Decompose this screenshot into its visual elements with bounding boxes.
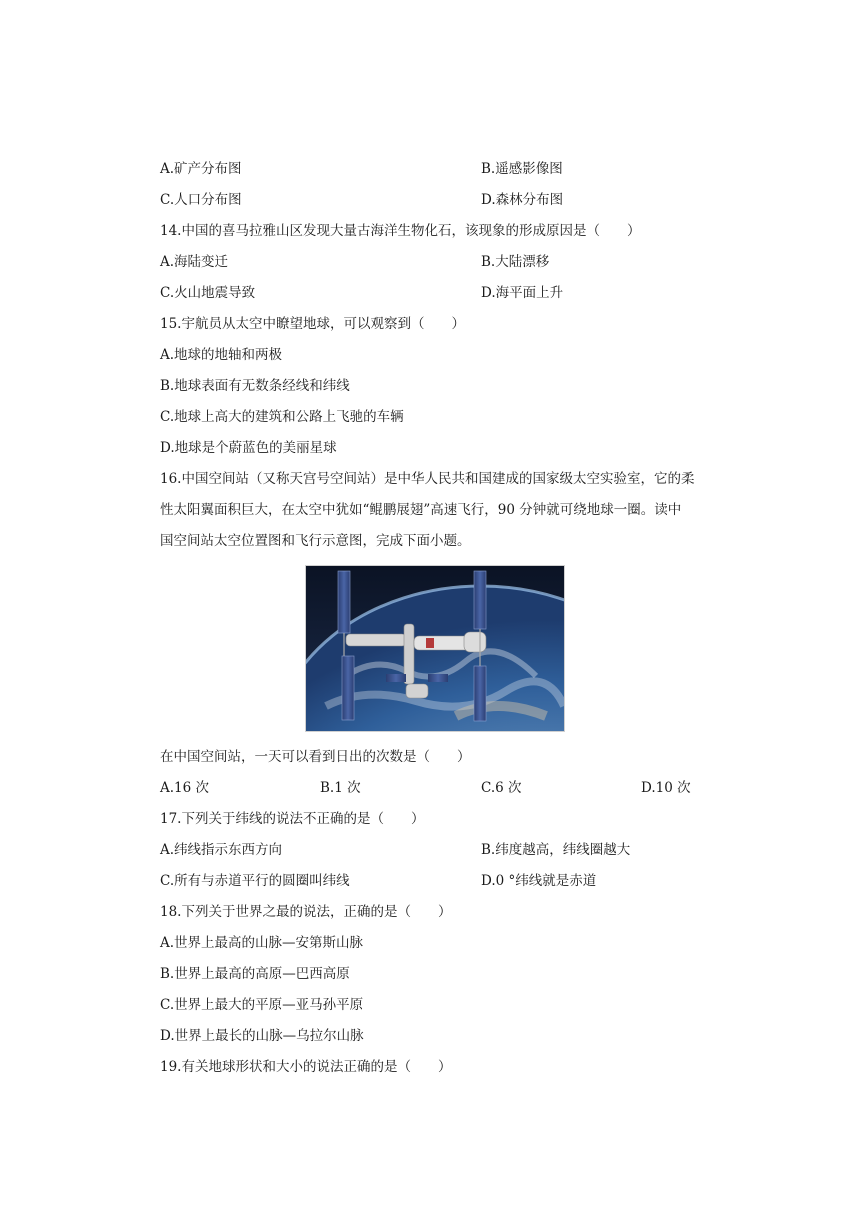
q16-stem-line2: 性太阳翼面积巨大，在太空中犹如“鲲鹏展翅”高速飞行，90 分钟就可绕地球一圈。读中 bbox=[160, 502, 682, 518]
q19-stem: 19.有关地球形状和大小的说法正确的是（ ） bbox=[160, 1059, 452, 1075]
q16-sub-question: 在中国空间站，一天可以看到日出的次数是（ ） bbox=[160, 749, 471, 765]
q15-option-d: D.地球是个蔚蓝色的美丽星球 bbox=[160, 440, 337, 456]
q17-option-a: A.纬线指示东西方向 bbox=[160, 842, 283, 858]
q16-option-a: A.16 次 bbox=[160, 780, 210, 796]
q17-stem: 17.下列关于纬线的说法不正确的是（ ） bbox=[160, 811, 425, 827]
q16-option-c: C.6 次 bbox=[481, 780, 522, 796]
q13-option-d: D.森林分布图 bbox=[481, 192, 564, 208]
q14-option-d: D.海平面上升 bbox=[481, 285, 564, 301]
q18-stem: 18.下列关于世界之最的说法，正确的是（ ） bbox=[160, 904, 452, 920]
q15-option-c: C.地球上高大的建筑和公路上飞驰的车辆 bbox=[160, 409, 404, 425]
q14-option-b: B.大陆漂移 bbox=[481, 254, 550, 270]
q14-option-c: C.火山地震导致 bbox=[160, 285, 256, 301]
q18-option-b: B.世界上最高的高原—巴西高原 bbox=[160, 966, 350, 982]
q18-option-d: D.世界上最长的山脉—乌拉尔山脉 bbox=[160, 1028, 364, 1044]
q16-option-b: B.1 次 bbox=[320, 780, 361, 796]
q14-option-a: A.海陆变迁 bbox=[160, 254, 229, 270]
q16-stem-line3: 国空间站太空位置图和飞行示意图，完成下面小题。 bbox=[160, 533, 471, 549]
space-station-figure bbox=[305, 565, 565, 732]
q16-stem-line1: 16.中国空间站（又称天宫号空间站）是中华人民共和国建成的国家级太空实验室，它的柔 bbox=[160, 471, 695, 487]
q18-option-c: C.世界上最大的平原—亚马孙平原 bbox=[160, 997, 364, 1013]
q18-option-a: A.世界上最高的山脉—安第斯山脉 bbox=[160, 935, 364, 951]
q16-option-d: D.10 次 bbox=[641, 780, 691, 796]
q17-option-b: B.纬度越高，纬线圈越大 bbox=[481, 842, 631, 858]
q15-option-a: A.地球的地轴和两极 bbox=[160, 347, 283, 363]
q15-stem: 15.宇航员从太空中瞭望地球，可以观察到（ ） bbox=[160, 316, 465, 332]
q13-option-a: A.矿产分布图 bbox=[160, 161, 242, 177]
q14-stem: 14.中国的喜马拉雅山区发现大量古海洋生物化石，该现象的形成原因是（ ） bbox=[160, 223, 641, 239]
q13-option-c: C.人口分布图 bbox=[160, 192, 242, 208]
space-station-over-earth-photo-icon bbox=[306, 566, 564, 731]
q15-option-b: B.地球表面有无数条经线和纬线 bbox=[160, 378, 350, 394]
q17-option-c: C.所有与赤道平行的圆圈叫纬线 bbox=[160, 873, 350, 889]
q13-option-b: B.遥感影像图 bbox=[481, 161, 563, 177]
q17-option-d: D.0 °纬线就是赤道 bbox=[481, 873, 597, 889]
